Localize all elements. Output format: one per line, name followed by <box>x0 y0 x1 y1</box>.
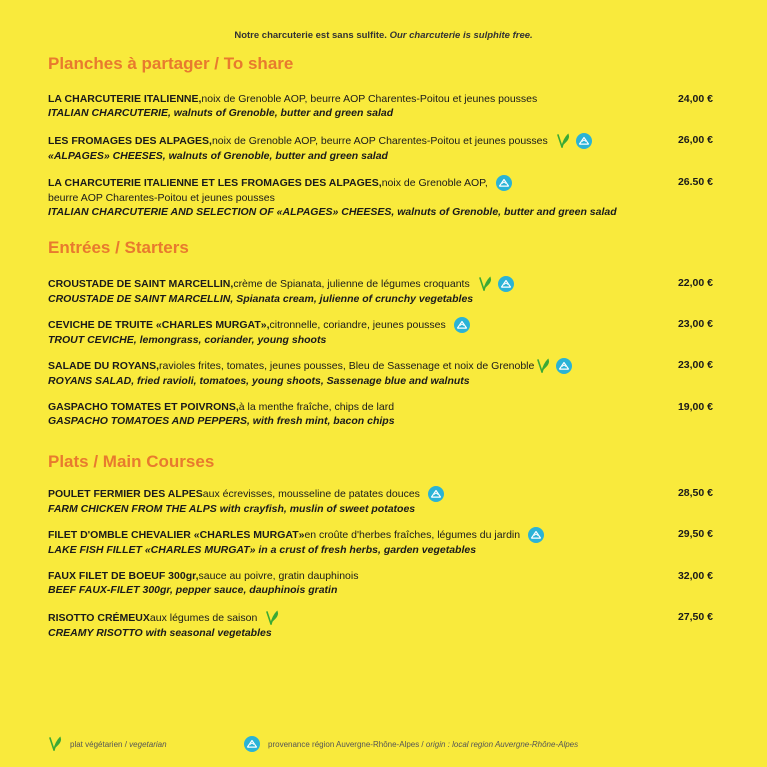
section-title-main-courses: Plats / Main Courses <box>48 452 215 471</box>
local-origin-mountain-icon <box>496 175 512 191</box>
vegetarian-leaf-icon <box>536 358 550 374</box>
menu-item <box>48 486 713 516</box>
dish-desc-en: ITALIAN CHARCUTERIE AND SELECTION OF «ALPAGES» CHEESES, walnuts of Grenoble, butter and green salad <box>48 206 617 218</box>
menu-item <box>48 317 713 347</box>
dish-name-fr: RISOTTO CRÉMEUX <box>48 612 150 624</box>
dish-desc-en: «ALPAGES» CHEESES, walnuts of Grenoble, butter and green salad <box>48 150 388 162</box>
dish-desc-fr: noix de Grenoble AOP, beurre AOP Charentes-Poitou et jeunes pousses <box>211 135 548 147</box>
dish-desc-en: ITALIAN CHARCUTERIE, walnuts of Grenoble, butter and green salad <box>48 107 394 119</box>
dish-price: 28,50 € <box>677 487 713 499</box>
dish-name-fr: LA CHARCUTERIE ITALIENNE ET LES FROMAGES DES ALPAGES, <box>48 177 382 189</box>
sulfite-notice <box>0 30 767 41</box>
dish-name-fr: FILET D'OMBLE CHEVALIER «CHARLES MURGAT» <box>48 529 305 541</box>
menu-item <box>48 175 713 219</box>
legend-local-fr: provenance région Auvergne-Rhône-Alpes / <box>268 739 424 749</box>
dish-desc-fr: noix de Grenoble AOP, beurre AOP Charentes-Poitou et jeunes pousses <box>201 93 538 105</box>
dish-name-fr: CROUSTADE DE SAINT MARCELLIN, <box>48 278 234 290</box>
dish-desc-en: FARM CHICKEN FROM THE ALPS with crayfish, muslin of sweet potatoes <box>48 503 416 515</box>
dish-desc-fr: en croûte d'herbes fraîches, légumes du jardin <box>304 529 521 541</box>
dish-name-fr: GASPACHO TOMATES ET POIVRONS, <box>48 401 239 413</box>
icon-legend <box>48 736 728 754</box>
dish-name-fr: CEVICHE DE TRUITE «CHARLES MURGAT», <box>48 319 270 331</box>
menu-item <box>48 400 713 428</box>
local-origin-mountain-icon <box>576 133 592 149</box>
dish-desc-fr: aux écrevisses, mousseline de patates douces <box>202 488 420 500</box>
menu-item <box>48 133 713 163</box>
dish-desc-en: BEEF FAUX-FILET 300gr, pepper sauce, dauphinois gratin <box>48 584 338 596</box>
sulfite-notice-en: Our charcuterie is sulphite free. <box>389 30 533 41</box>
menu-item <box>48 276 713 306</box>
dish-desc-fr: ravioles frites, tomates, jeunes pousses, Bleu de Sassenage et noix de Grenoble <box>159 360 535 372</box>
dish-desc-en: LAKE FISH FILLET «CHARLES MURGAT» in a crust of fresh herbs, garden vegetables <box>48 544 477 556</box>
dish-desc-en: CROUSTADE DE SAINT MARCELLIN, Spianata cream, julienne of crunchy vegetables <box>48 293 474 305</box>
dish-desc-fr: crème de Spianata, julienne de légumes croquants <box>233 278 470 290</box>
dish-desc-fr: sauce au poivre, gratin dauphinois <box>198 570 359 582</box>
dish-price: 23,00 € <box>677 359 713 371</box>
dish-desc-en: TROUT CEVICHE, lemongrass, coriander, young shoots <box>48 334 327 346</box>
vegetarian-leaf-icon <box>265 610 279 626</box>
dish-price: 23,00 € <box>677 318 713 330</box>
local-origin-mountain-icon <box>556 358 572 374</box>
local-origin-mountain-icon <box>528 527 544 543</box>
dish-name-fr: POULET FERMIER DES ALPES <box>48 488 203 500</box>
vegetarian-leaf-icon <box>556 133 570 149</box>
dish-name-fr: SALADE DU ROYANS, <box>48 360 160 372</box>
dish-price: 26,00 € <box>677 134 713 146</box>
sulfite-notice-fr: Notre charcuterie est sans sulfite. <box>234 30 387 41</box>
vegetarian-leaf-icon <box>478 276 492 292</box>
dish-desc-fr: noix de Grenoble AOP, <box>381 177 488 189</box>
legend-veg-fr: plat végétarien / <box>70 739 127 749</box>
menu-item <box>48 358 713 388</box>
dish-desc-fr: à la menthe fraîche, chips de lard <box>238 401 395 413</box>
local-origin-mountain-icon <box>428 486 444 502</box>
vegetarian-leaf-icon <box>48 736 62 752</box>
legend-veg-en: vegetarian <box>129 739 167 749</box>
dish-price: 24,00 € <box>677 93 713 105</box>
section-title-to-share: Planches à partager / To share <box>48 54 294 73</box>
dish-price: 32,00 € <box>677 570 713 582</box>
dish-desc-fr-continued: beurre AOP Charentes-Poitou et jeunes pousses <box>48 192 275 204</box>
menu-item <box>48 569 713 597</box>
dish-price: 29,50 € <box>677 528 713 540</box>
dish-name-fr: LA CHARCUTERIE ITALIENNE, <box>48 93 202 105</box>
legend-local-en: origin : local region Auvergne-Rhône-Alpes <box>425 739 579 749</box>
dish-name-fr: LES FROMAGES DES ALPAGES, <box>48 135 212 147</box>
section-title-starters: Entrées / Starters <box>48 238 189 257</box>
dish-desc-fr: aux légumes de saison <box>149 612 258 624</box>
menu-item <box>48 610 713 640</box>
local-origin-mountain-icon <box>244 736 260 752</box>
menu-item <box>48 527 713 557</box>
dish-price: 19,00 € <box>677 401 713 413</box>
dish-price: 27,50 € <box>677 611 713 623</box>
dish-desc-en: GASPACHO TOMATOES AND PEPPERS, with fresh mint, bacon chips <box>48 415 395 427</box>
dish-desc-fr: citronnelle, coriandre, jeunes pousses <box>269 319 446 331</box>
menu-item <box>48 92 713 120</box>
local-origin-mountain-icon <box>454 317 470 333</box>
dish-desc-en: CREAMY RISOTTO with seasonal vegetables <box>48 627 272 639</box>
dish-desc-en: ROYANS SALAD, fried ravioli, tomatoes, young shoots, Sassenage blue and walnuts <box>48 375 470 387</box>
dish-name-fr: FAUX FILET DE BOEUF 300gr, <box>48 570 199 582</box>
local-origin-mountain-icon <box>498 276 514 292</box>
dish-price: 22,00 € <box>677 277 713 289</box>
dish-price: 26.50 € <box>677 176 713 188</box>
